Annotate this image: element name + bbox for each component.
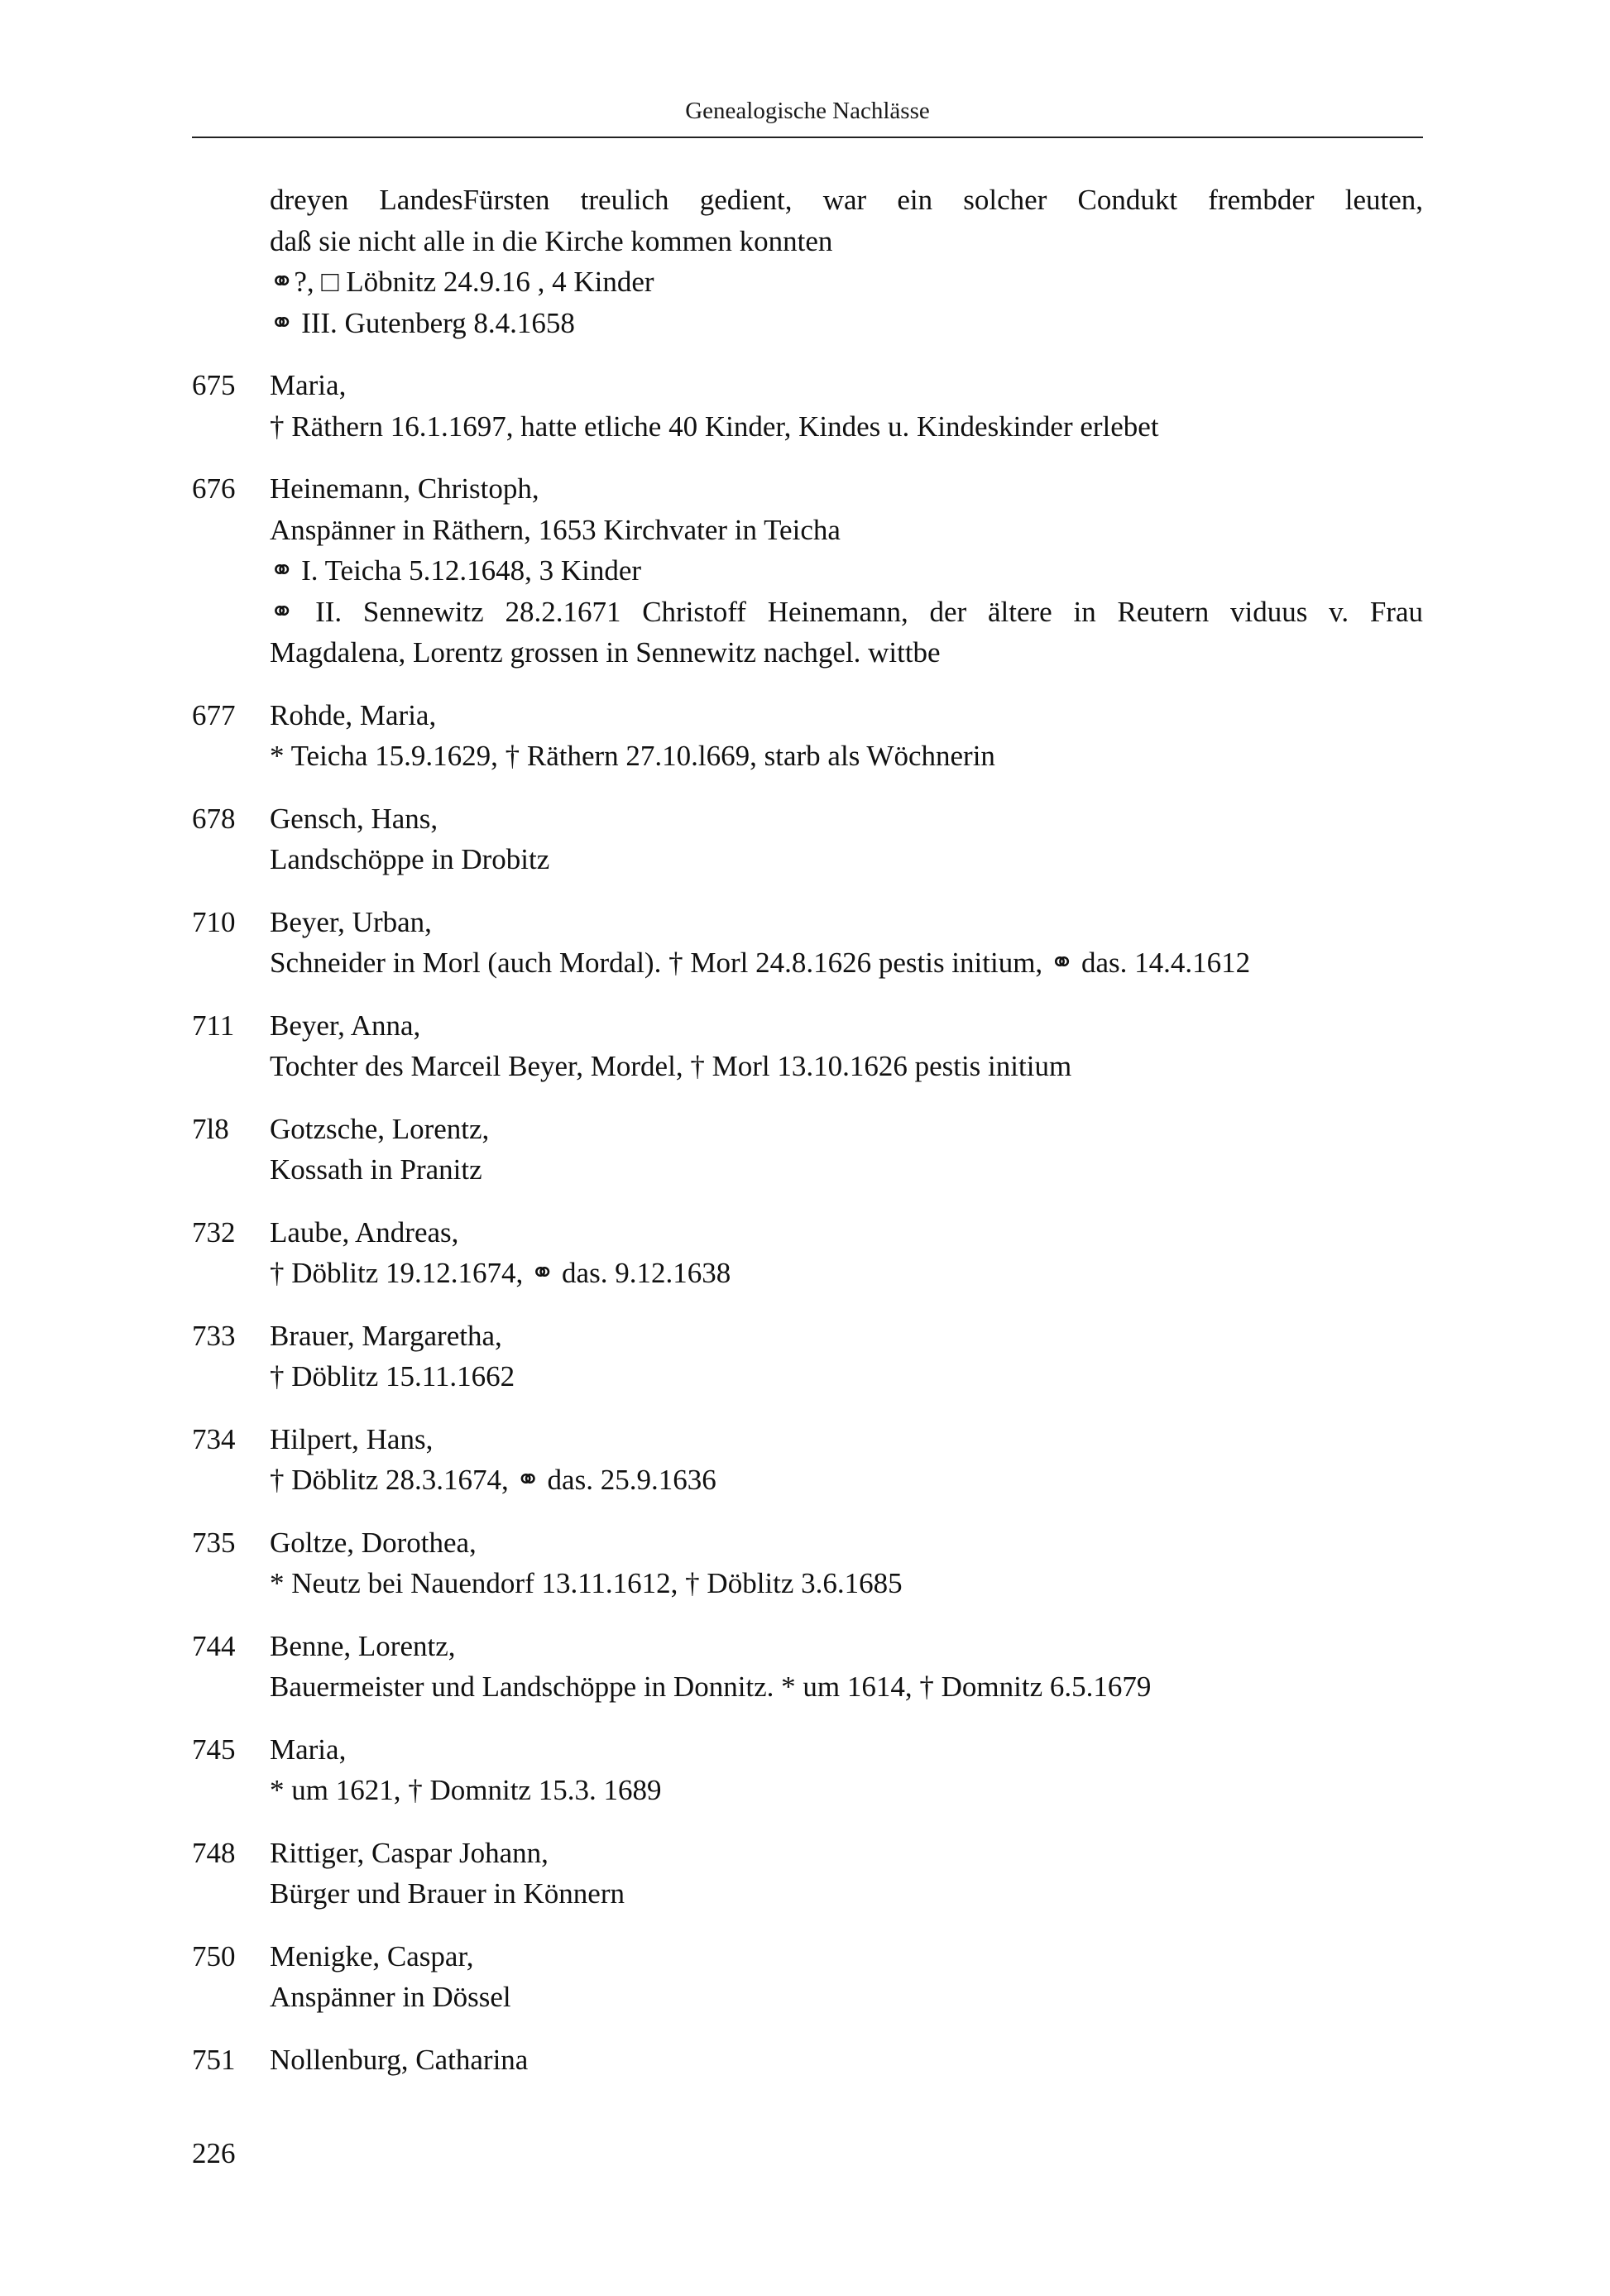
entry-text — [270, 180, 1423, 343]
entry-751 — [192, 2040, 1423, 2081]
entry-text — [270, 1212, 1423, 1294]
entry-line: Kossath in Pranitz — [270, 1153, 482, 1186]
entry-734 — [192, 1419, 1423, 1501]
entry-number: 733 — [192, 1319, 236, 1352]
entry-name: Gensch, Hans, — [270, 802, 438, 835]
page-number: 226 — [192, 2137, 236, 2169]
entry-735 — [192, 1522, 1423, 1604]
entry-number: 7l8 — [192, 1112, 229, 1145]
entry-name: Benne, Lorentz, — [270, 1629, 456, 1662]
page-body — [192, 180, 1423, 2080]
entry-line: * Teicha 15.9.1629, † Räthern 27.10.l669, starb als Wöchnerin — [270, 740, 995, 772]
entry-number: 750 — [192, 1939, 236, 1972]
entry-text — [270, 1626, 1423, 1708]
entry-number: 711 — [192, 1009, 235, 1042]
entry-line: † Döblitz 28.3.1674, ⚭ das. 25.9.1636 — [270, 1464, 716, 1496]
entry-number — [192, 180, 270, 343]
entry-line: dreyen LandesFürsten treulich gedient, war ein solcher Condukt frembder leuten, — [270, 184, 1423, 216]
entry-line: daß sie nicht alle in die Kirche kommen konnten — [270, 224, 833, 257]
entry-745 — [192, 1729, 1423, 1811]
entry-text — [270, 365, 1423, 447]
entry-line: † Döblitz 15.11.1662 — [270, 1360, 515, 1392]
entry-line: ⚭ II. Sennewitz 28.2.1671 Christoff Heinemann, der ältere in Reutern viduus v. Frau — [270, 595, 1423, 628]
entry-text — [270, 798, 1423, 880]
entry-name: Rohde, Maria, — [270, 698, 437, 731]
entry-name: Laube, Andreas, — [270, 1215, 459, 1249]
entry-number: 734 — [192, 1422, 236, 1455]
entry-676 — [192, 468, 1423, 673]
entry-line: Anspänner in Räthern, 1653 Kirchvater in Teicha — [270, 513, 841, 546]
entry-name: Brauer, Margaretha, — [270, 1319, 502, 1352]
entry-text — [270, 1005, 1423, 1087]
entry-name: Goltze, Dorothea, — [270, 1526, 477, 1559]
entry-750 — [192, 1936, 1423, 2018]
entry-line: Bauermeister und Landschöppe in Donnitz. * um 1614, † Domnitz 6.5.1679 — [270, 1670, 1152, 1703]
entry-677 — [192, 695, 1423, 777]
entry-line: ⚭ III. Gutenberg 8.4.1658 — [270, 306, 575, 339]
entry-line: ⚭ I. Teicha 5.12.1648, 3 Kinder — [270, 554, 642, 587]
entry-number: 678 — [192, 802, 236, 835]
entry-line: † Räthern 16.1.1697, hatte etliche 40 Kinder, Kindes u. Kindeskinder erlebet — [270, 410, 1159, 443]
entry-text — [270, 1936, 1423, 2018]
entry-text — [270, 1419, 1423, 1501]
entry-number: 675 — [192, 369, 236, 401]
entry-line: Magdalena, Lorentz grossen in Sennewitz nachgel. wittbe — [270, 636, 941, 669]
entry-continuation — [192, 180, 1423, 343]
entry-name: Nollenburg, Catharina — [270, 2043, 529, 2076]
entry-line: * Neutz bei Nauendorf 13.11.1612, † Döblitz 3.6.1685 — [270, 1567, 903, 1599]
entry-number: 710 — [192, 905, 236, 938]
entry-line: ⚭?, □ Löbnitz 24.9.16 , 4 Kinder — [270, 266, 654, 298]
entry-number: 745 — [192, 1733, 236, 1766]
entry-name: Maria, — [270, 1733, 347, 1766]
entry-744 — [192, 1626, 1423, 1708]
entry-732 — [192, 1212, 1423, 1294]
entry-line: Landschöppe in Drobitz — [270, 843, 550, 875]
entry-675 — [192, 365, 1423, 447]
entry-text — [270, 902, 1423, 984]
entry-name: Beyer, Anna, — [270, 1009, 421, 1042]
entry-name: Heinemann, Christoph, — [270, 472, 539, 505]
entry-text — [270, 695, 1423, 777]
entry-line: Tochter des Marceil Beyer, Mordel, † Morl 13.10.1626 pestis initium — [270, 1050, 1072, 1082]
entry-711 — [192, 1005, 1423, 1087]
entry-name: Hilpert, Hans, — [270, 1422, 434, 1455]
entry-number: 751 — [192, 2043, 236, 2076]
entry-name: Maria, — [270, 369, 347, 401]
entry-line: Anspänner in Dössel — [270, 1981, 511, 2013]
entry-733 — [192, 1316, 1423, 1397]
entry-text — [270, 1833, 1423, 1915]
entry-710 — [192, 902, 1423, 984]
entry-text — [270, 2040, 1423, 2081]
entry-line: Schneider in Morl (auch Mordal). † Morl 24.8.1626 pestis initium, ⚭ das. 14.4.1612 — [270, 947, 1251, 979]
entry-text — [270, 1109, 1423, 1191]
entry-text — [270, 1522, 1423, 1604]
entry-number: 748 — [192, 1836, 236, 1869]
entry-text — [270, 468, 1423, 673]
entry-line: Bürger und Brauer in Könnern — [270, 1877, 625, 1910]
entry-name: Beyer, Urban, — [270, 905, 432, 938]
entry-name: Gotzsche, Lorentz, — [270, 1112, 490, 1145]
entry-718 — [192, 1109, 1423, 1191]
entry-748 — [192, 1833, 1423, 1915]
entry-number: 677 — [192, 698, 236, 731]
entry-number: 744 — [192, 1629, 236, 1662]
entry-number: 735 — [192, 1526, 236, 1559]
running-head: Genealogische Nachlässe — [685, 98, 930, 124]
entry-number: 676 — [192, 472, 236, 505]
header-rule — [192, 137, 1423, 138]
entry-678 — [192, 798, 1423, 880]
entry-name: Rittiger, Caspar Johann, — [270, 1836, 549, 1869]
entry-line: * um 1621, † Domnitz 15.3. 1689 — [270, 1774, 662, 1806]
entry-text — [270, 1316, 1423, 1397]
entry-number: 732 — [192, 1215, 236, 1249]
entry-line: † Döblitz 19.12.1674, ⚭ das. 9.12.1638 — [270, 1257, 731, 1289]
entry-text — [270, 1729, 1423, 1811]
entry-name: Menigke, Caspar, — [270, 1939, 474, 1972]
